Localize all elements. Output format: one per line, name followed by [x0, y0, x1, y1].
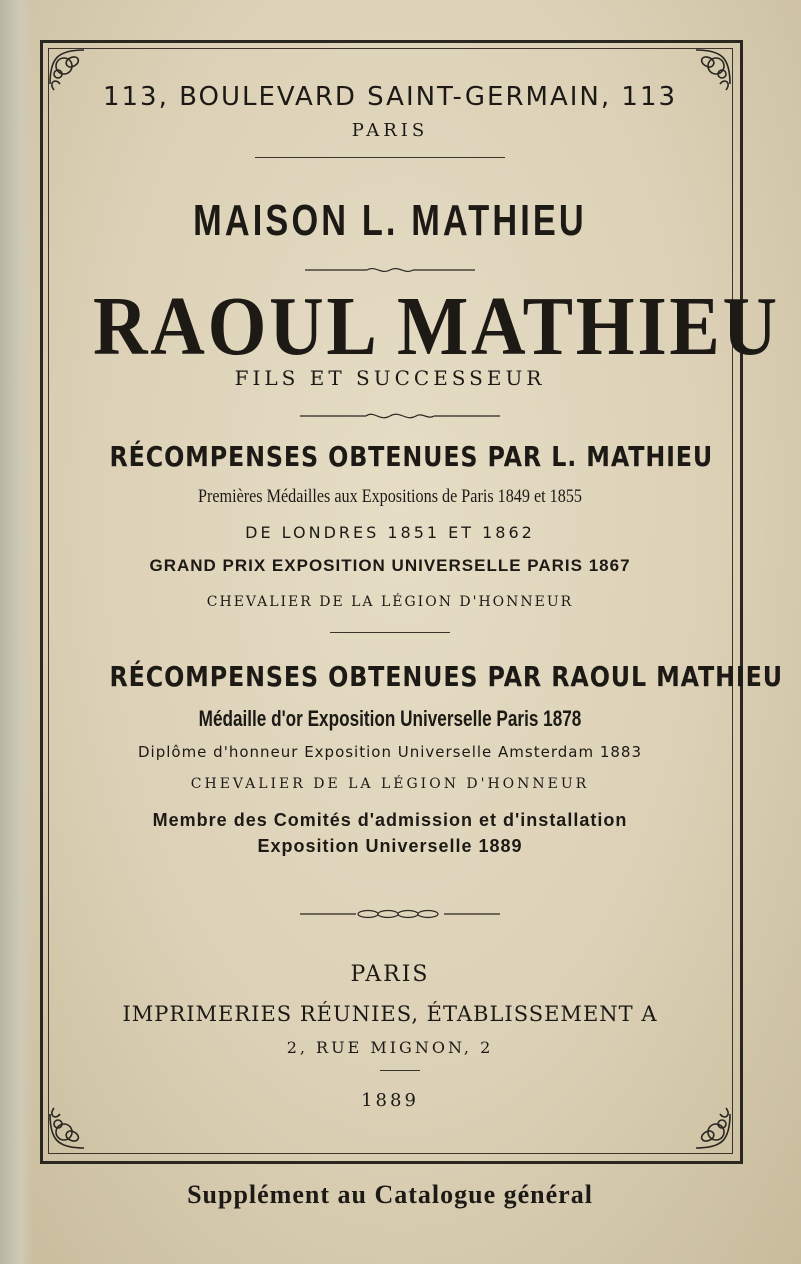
award-line: Exposition Universelle 1889 [257, 836, 523, 856]
divider [330, 632, 450, 633]
divider [380, 1070, 420, 1071]
imprint-printer: IMPRIMERIES RÉUNIES, ÉTABLISSEMENT A [122, 1002, 658, 1026]
imprint-year: 1889 [361, 1090, 419, 1111]
book-spine-edge [0, 0, 34, 1264]
proprietor-name: RAOUL MATHIEU [93, 280, 780, 373]
award-line: Diplôme d'honneur Exposition Universelle Amsterdam 1883 [137, 743, 642, 761]
shop-address: 113, BOULEVARD SAINT-GERMAIN, 113 [102, 82, 678, 112]
award-line: Premières Médailles aux Expositions de Paris 1849 et 1855 [198, 486, 582, 507]
imprint-city: PARIS [350, 962, 430, 987]
flourish-divider-icon [305, 260, 475, 270]
catalogue-supplement-note: Supplément au Catalogue général [187, 1180, 593, 1209]
award-line: Membre des Comités d'admission et d'installation [152, 810, 628, 830]
divider [255, 157, 505, 158]
proprietor-subtitle: FILS ET SUCCESSEUR [234, 366, 546, 390]
award-line: CHEVALIER DE LA LÉGION D'HONNEUR [190, 776, 590, 792]
section-heading-l-mathieu: RÉCOMPENSES OBTENUES PAR L. MATHIEU [109, 440, 714, 473]
maison-title: MAISON L. MATHIEU [193, 196, 587, 245]
award-line: GRAND PRIX EXPOSITION UNIVERSELLE PARIS 1867 [149, 556, 631, 575]
chain-divider-icon [300, 904, 500, 914]
award-line: DE LONDRES 1851 ET 1862 [245, 523, 535, 542]
section-heading-raoul-mathieu: RÉCOMPENSES OBTENUES PAR RAOUL MATHIEU [109, 660, 783, 693]
award-line: Médaille d'or Exposition Universelle Paris 1878 [198, 706, 582, 731]
award-line: CHEVALIER DE LA LÉGION D'HONNEUR [206, 594, 574, 610]
flourish-divider-icon [300, 406, 500, 416]
shop-city: PARIS [351, 120, 429, 141]
imprint-street: 2, RUE MIGNON, 2 [286, 1038, 494, 1057]
